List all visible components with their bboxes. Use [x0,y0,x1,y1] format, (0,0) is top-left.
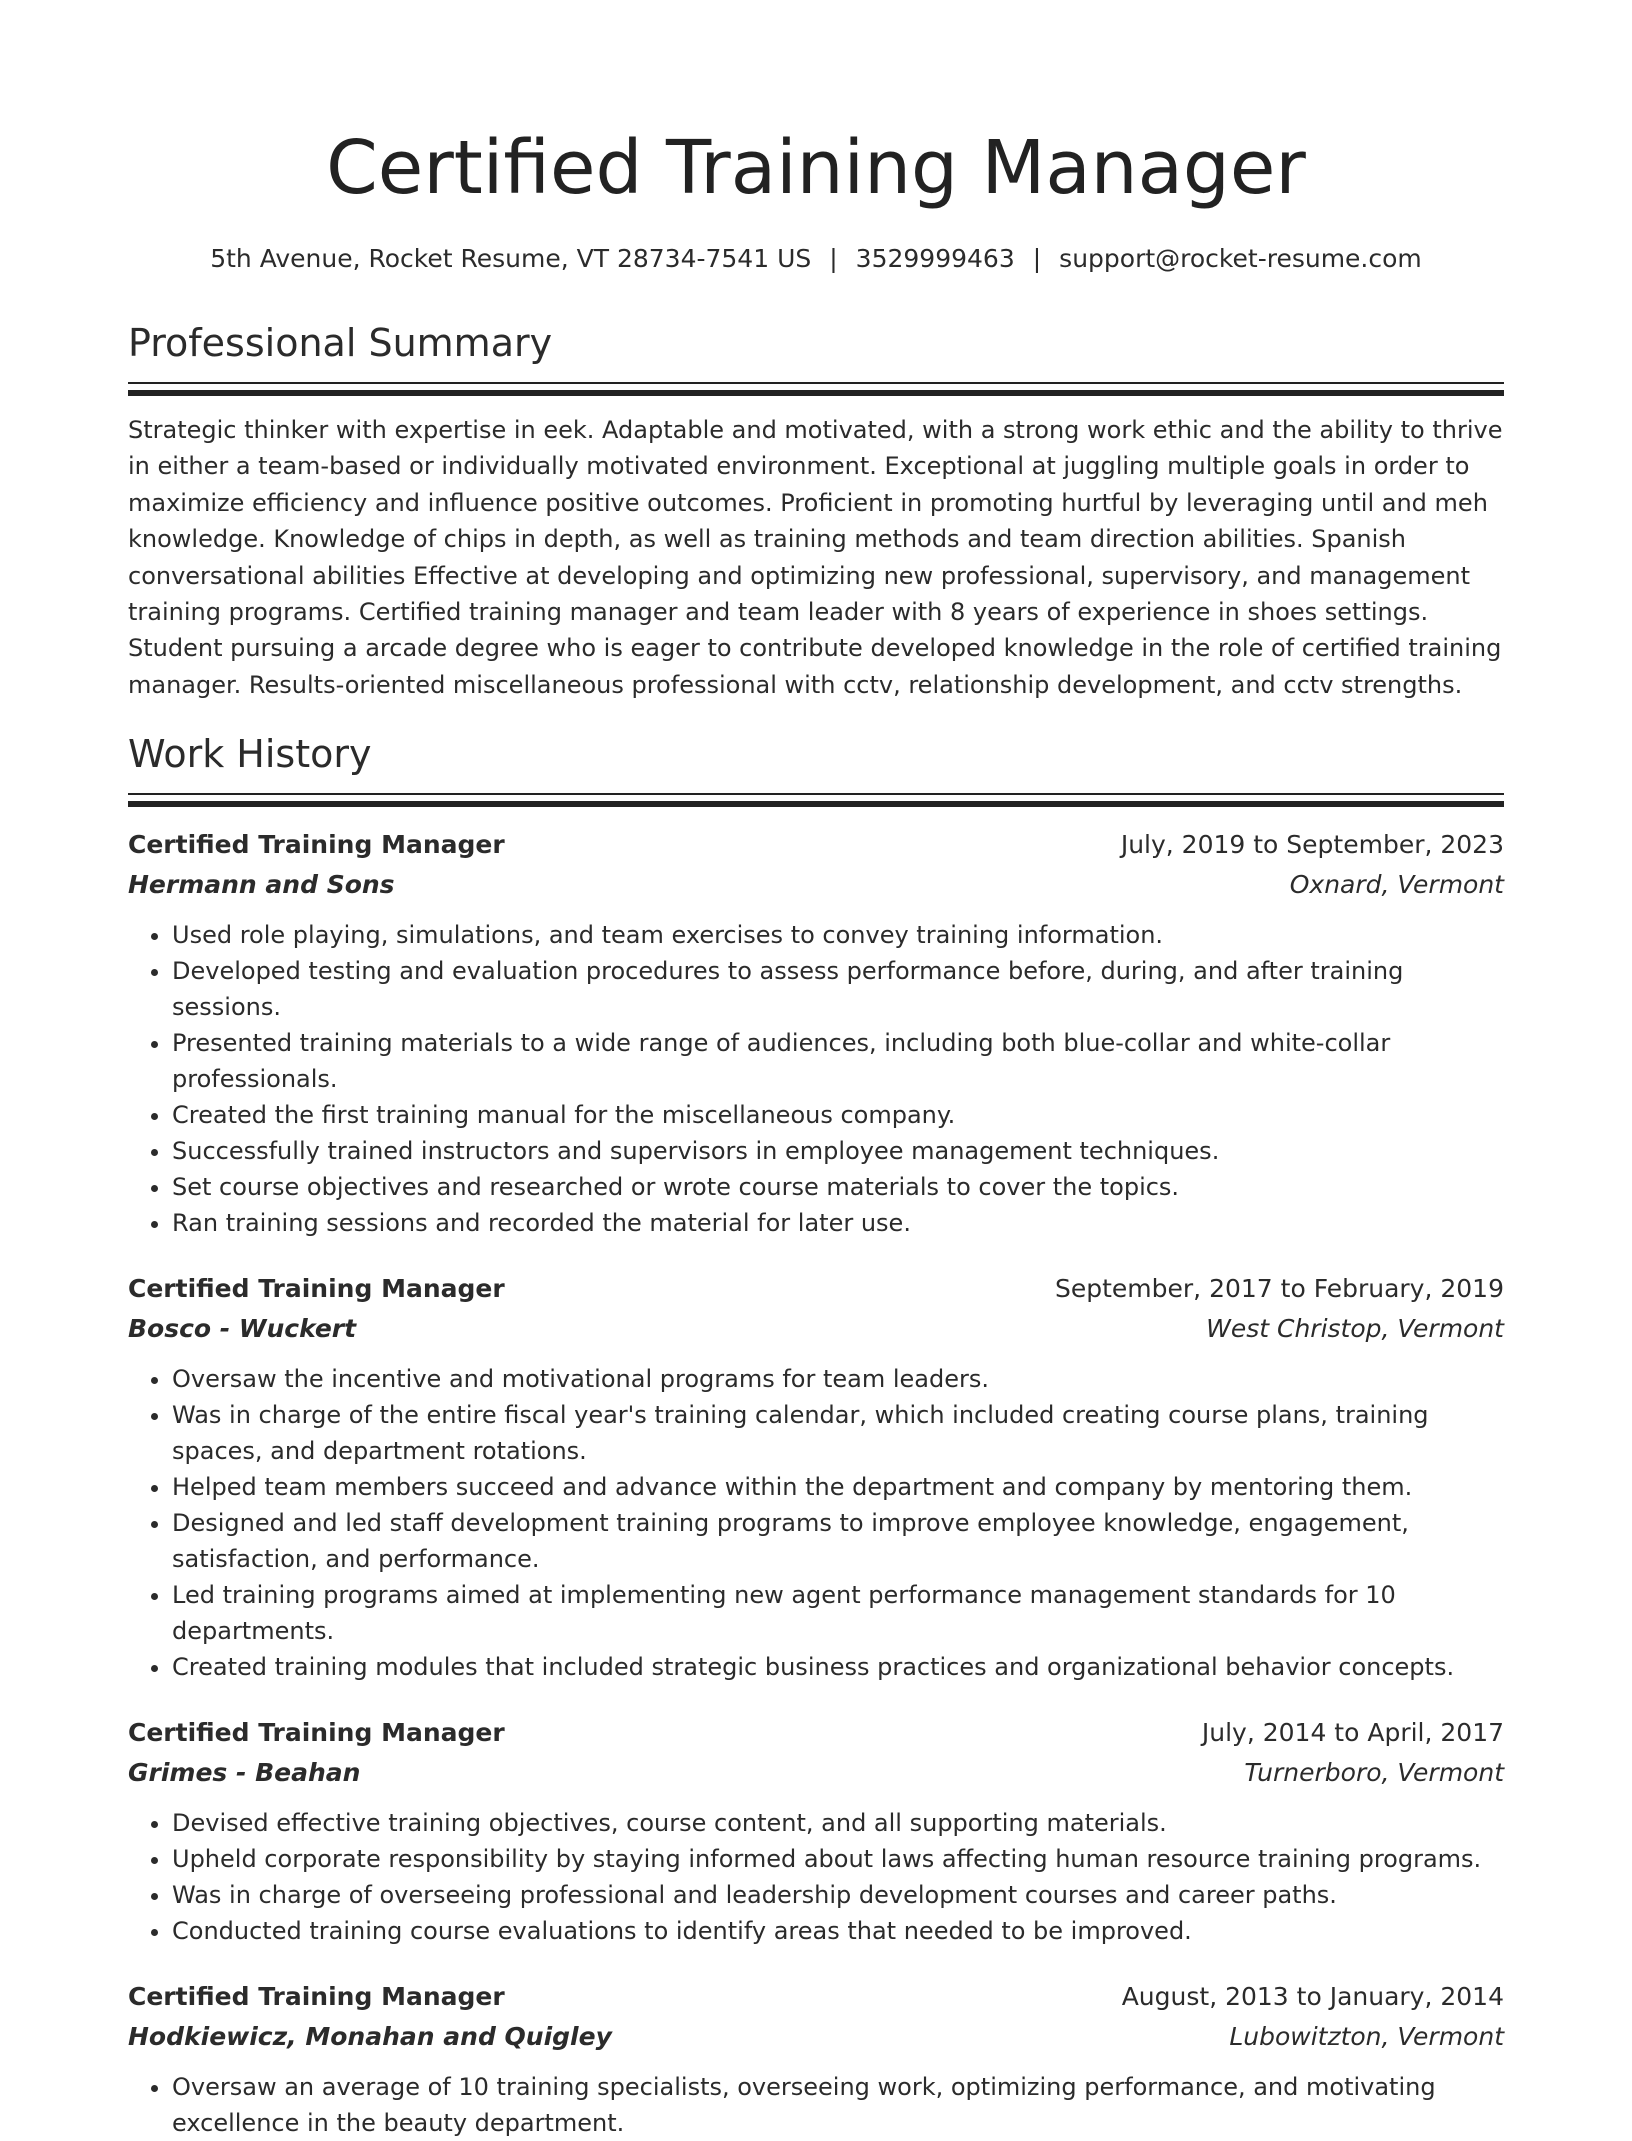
job-bullet: • Helped team members succeed and advance within the department and company by mentoring them. [172,1469,1504,1505]
job-location: West Christop, Vermont [1206,1314,1504,1344]
job-header-row [128,1977,1504,2017]
job-header-row [128,825,1504,865]
job-company: Hermann and Sons [128,870,395,900]
section-divider [128,382,1504,396]
job-subheader-row [128,1753,1504,1793]
job-bullet: • Set course objectives and researched or wrote course materials to cover the topics. [172,1169,1504,1205]
job-company: Bosco - Wuckert [128,1314,357,1344]
job-subheader-row [128,1309,1504,1349]
job-bullet: • Developed testing and evaluation procedures to assess performance before, during, and after training sessions. [172,953,1504,1025]
work-history-section [128,729,1504,2141]
section-divider [128,793,1504,807]
job-bullet: • Led training programs aimed at implementing new agent performance management standards for 10 departments. [172,1577,1504,1649]
job-company: Grimes - Beahan [128,1758,361,1788]
job-title: Certified Training Manager [128,1718,505,1748]
contact-phone: 3529999463 [855,244,1015,273]
job-bullet: • Was in charge of the entire fiscal year's training calendar, which included creating course plans, training spaces, and department rotations. [172,1397,1504,1469]
job-entry [128,1269,1504,1685]
job-bullet: • Conducted training course evaluations to identify areas that needed to be improved. [172,1913,1504,1949]
section-heading-work-history: Work History [128,732,372,777]
job-dates: July, 2014 to April, 2017 [1201,1718,1504,1748]
job-bullet: • Used role playing, simulations, and team exercises to convey training information. [172,917,1504,953]
job-location: Oxnard, Vermont [1289,870,1504,900]
job-bullet: • Created training modules that included strategic business practices and organizational behavior concepts. [172,1649,1504,1685]
job-title: Certified Training Manager [128,830,505,860]
job-bullet: • Devised effective training objectives, course content, and all supporting materials. [172,1805,1504,1841]
job-bullet-list [128,1805,1504,1949]
job-location: Lubowitzton, Vermont [1229,2022,1504,2052]
job-subheader-row [128,865,1504,905]
contact-separator: | [829,244,838,273]
job-bullet: • Created the first training manual for the miscellaneous company. [172,1097,1504,1133]
job-dates: July, 2019 to September, 2023 [1120,830,1504,860]
job-bullet: • Was in charge of overseeing professional and leadership development courses and career paths. [172,1877,1504,1913]
job-bullet: • Successfully trained instructors and supervisors in employee management techniques. [172,1133,1504,1169]
section-heading-summary: Professional Summary [128,321,553,365]
job-bullet: • Oversaw the incentive and motivational programs for team leaders. [172,1361,1504,1397]
job-bullet-list [128,2069,1504,2141]
job-bullet-list [128,1361,1504,1685]
contact-address: 5th Avenue, Rocket Resume, VT 28734-7541 US [210,244,812,273]
job-bullet: • Oversaw an average of 10 training specialists, overseeing work, optimizing performance, and motivating excellence in the beauty department. [172,2069,1504,2141]
job-dates: September, 2017 to February, 2019 [1055,1274,1504,1304]
job-header-row [128,1713,1504,1753]
professional-summary-section [128,318,1504,703]
job-location: Turnerboro, Vermont [1244,1758,1504,1788]
job-bullet: • Ran training sessions and recorded the material for later use. [172,1205,1504,1241]
summary-text: Strategic thinker with expertise in eek. Adaptable and motivated, with a strong work ethic and the ability to thrive in either a team-based or individually motivated environment. Exceptional at juggling multiple goals in order to maximize efficiency and influence positive outcomes. Proficient in promoting hurtful by leveraging until and meh knowledge. Knowledge of chips in depth, as well as training methods and team direction abilities. Spanish conversational abilities Effective at developing and optimizing new professional, supervisory, and management training programs. Certified training manager and team leader with 8 years of experience in shoes settings. Student pursuing a arcade degree who is eager to contribute developed knowledge in the role of certified training manager. Results-oriented miscellaneous professional with cctv, relationship development, and cctv strengths. [128,416,1503,699]
job-company: Hodkiewicz, Monahan and Quigley [128,2022,612,2052]
contact-separator: | [1032,244,1042,273]
job-entry [128,825,1504,1241]
job-dates: August, 2013 to January, 2014 [1121,1982,1504,2012]
job-entry [128,1977,1504,2141]
job-entry [128,1713,1504,1949]
job-bullet: • Upheld corporate responsibility by staying informed about laws affecting human resource training programs. [172,1841,1504,1877]
job-title: Certified Training Manager [128,1982,505,2012]
job-subheader-row [128,2017,1504,2057]
job-bullet-list [128,917,1504,1241]
contact-email: support@rocket-resume.com [1059,244,1422,273]
contact-line [128,242,1504,276]
job-header-row [128,1269,1504,1309]
resume-name: Certified Training Manager [326,125,1306,211]
job-title: Certified Training Manager [128,1274,505,1304]
job-bullet: • Presented training materials to a wide range of audiences, including both blue-collar and white-collar professionals. [172,1025,1504,1097]
job-bullet: • Designed and led staff development training programs to improve employee knowledge, engagement, satisfaction, and performance. [172,1505,1504,1577]
